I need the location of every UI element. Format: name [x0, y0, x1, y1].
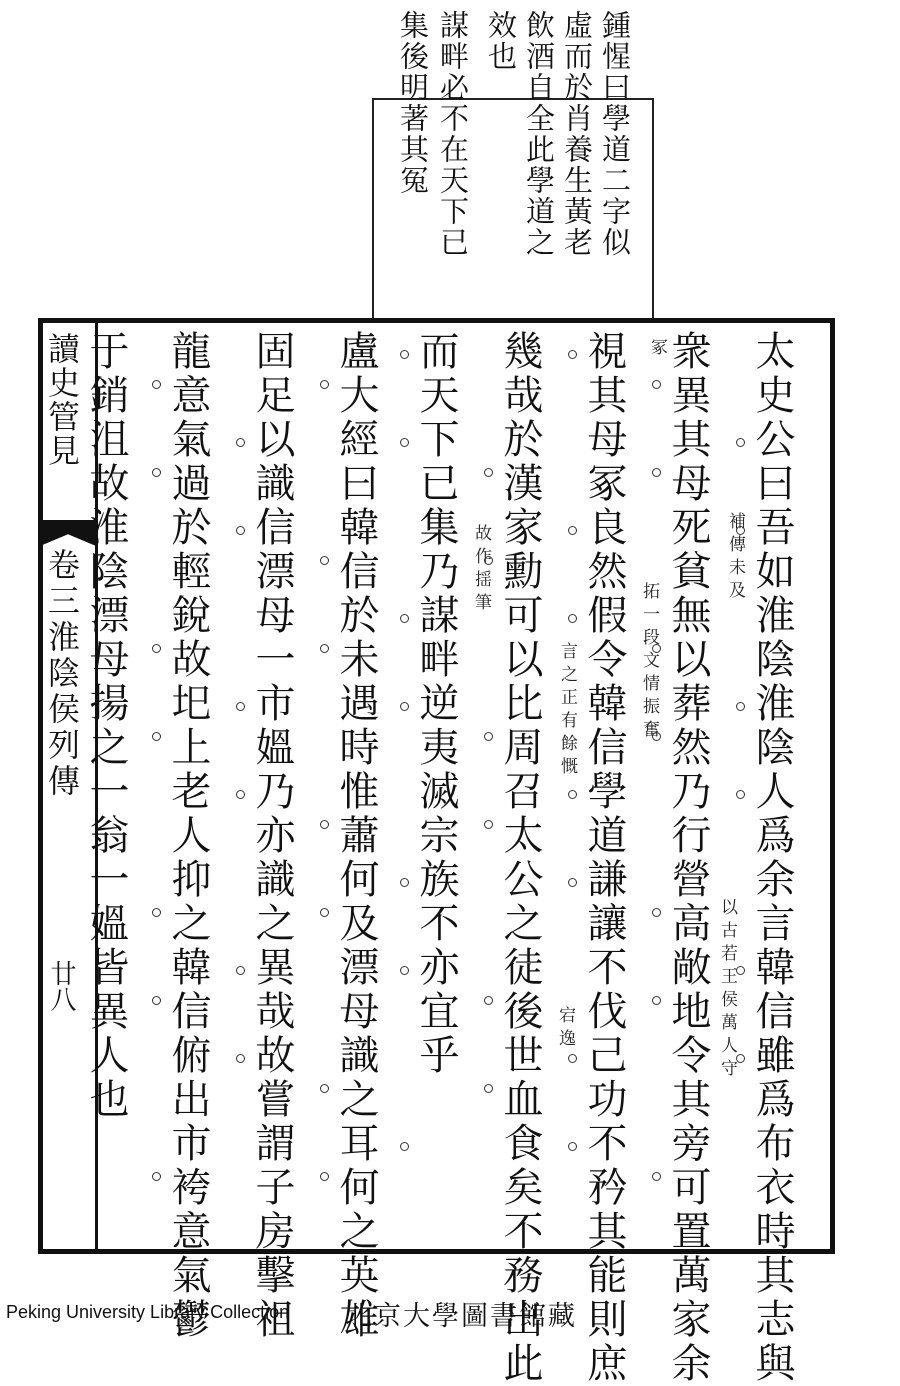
punctuation-circle [484, 556, 493, 565]
gloss: 言之正有餘慨 [557, 642, 577, 780]
punctuation-circle [568, 878, 577, 887]
page-number: 廿八 [46, 960, 76, 1012]
punctuation-circle [568, 614, 577, 623]
punctuation-circle [236, 526, 245, 535]
punctuation-circle [736, 790, 745, 799]
punctuation-circle [400, 350, 409, 359]
text-column: 于銷沮故淮陰漂母揚之一翁一媼皆異人也 [83, 330, 129, 1122]
punctuation-circle [736, 966, 745, 975]
punctuation-circle [152, 1172, 161, 1181]
text-column: 衆異其母死貧無以葬然乃行營高敞地令其旁可置萬家余 [665, 330, 711, 1386]
punctuation-circle [568, 790, 577, 799]
text-column: 固足以識信漂母一市媼乃亦識之異哉故嘗謂子房擊祖 [249, 330, 295, 1342]
punctuation-circle [652, 380, 661, 389]
punctuation-circle [652, 732, 661, 741]
gloss: 宕逸 [555, 1006, 575, 1052]
punctuation-circle [236, 702, 245, 711]
punctuation-circle [568, 1054, 577, 1063]
punctuation-circle [568, 526, 577, 535]
note-column: 謀畔必不在天下已 [436, 10, 470, 258]
punctuation-circle [152, 996, 161, 1005]
note-column: 飲酒自全此學道之 [522, 10, 556, 258]
punctuation-circle [152, 468, 161, 477]
punctuation-circle [236, 966, 245, 975]
punctuation-circle [236, 1054, 245, 1063]
punctuation-circle [652, 996, 661, 1005]
gloss: 故作揺筆 [471, 524, 491, 616]
gloss: 補傳未及 [725, 512, 745, 604]
punctuation-circle [736, 438, 745, 447]
punctuation-circle [484, 820, 493, 829]
punctuation-circle [320, 380, 329, 389]
punctuation-circle [484, 732, 493, 741]
punctuation-circle [152, 380, 161, 389]
punctuation-circle [652, 908, 661, 917]
punctuation-circle [236, 438, 245, 447]
punctuation-circle [736, 526, 745, 535]
punctuation-circle [400, 966, 409, 975]
punctuation-circle [484, 468, 493, 477]
punctuation-circle [320, 908, 329, 917]
punctuation-circle [652, 1172, 661, 1181]
text-column: 龍意氣過於輕銳故圯上老人抑之韓信俯出市袴意氣鬱 [165, 330, 211, 1342]
punctuation-circle [652, 644, 661, 653]
text-column: 視其母冢良然假令韓信學道謙讓不伐己功不矜其能則庶 [581, 330, 627, 1386]
text-column: 太史公曰吾如淮陰淮陰人爲余言韓信雖爲布衣時其志與 [749, 330, 795, 1386]
punctuation-circle [400, 614, 409, 623]
punctuation-circle [400, 1142, 409, 1151]
punctuation-circle [484, 996, 493, 1005]
gloss: 以古若王侯萬人守 [717, 898, 737, 1082]
punctuation-circle [400, 878, 409, 887]
gloss: 冢 [647, 338, 667, 361]
library-credit-zh: 北京大學圖書館藏 [345, 1301, 577, 1332]
punctuation-circle [320, 556, 329, 565]
chapter-title: 卷三淮陰侯列傳 [43, 548, 81, 800]
library-credit-en: Peking University Library Collection [6, 1302, 290, 1322]
punctuation-circle [152, 908, 161, 917]
punctuation-circle [736, 702, 745, 711]
punctuation-circle [568, 1142, 577, 1151]
punctuation-circle [152, 732, 161, 741]
punctuation-circle [236, 790, 245, 799]
punctuation-circle [736, 1054, 745, 1063]
punctuation-circle [320, 1172, 329, 1181]
punctuation-circle [568, 350, 577, 359]
punctuation-circle [652, 468, 661, 477]
punctuation-circle [152, 644, 161, 653]
note-column: 效也 [484, 10, 518, 72]
text-column: 幾哉於漢家勳可以比周召太公之徒後世血食矣不務出此 [497, 330, 543, 1386]
punctuation-circle [320, 1084, 329, 1093]
book-title: 讀史管見 [43, 332, 81, 468]
gloss: 拓一段文情振奮 [639, 582, 659, 743]
punctuation-circle [320, 644, 329, 653]
note-column: 虛而於肖養生黃老 [560, 10, 594, 258]
punctuation-circle [320, 820, 329, 829]
note-column: 集後明著其冤 [396, 10, 430, 196]
punctuation-circle [484, 1084, 493, 1093]
text-column: 盧大經曰韓信於未遇時惟蕭何及漂母識之耳何之英雄 [333, 330, 379, 1342]
text-column: 而天下已集乃謀畔逆夷滅宗族不亦宜乎 [413, 330, 459, 1078]
punctuation-circle [400, 438, 409, 447]
note-column: 鍾惺曰學道二字似 [598, 10, 632, 258]
punctuation-circle [400, 702, 409, 711]
